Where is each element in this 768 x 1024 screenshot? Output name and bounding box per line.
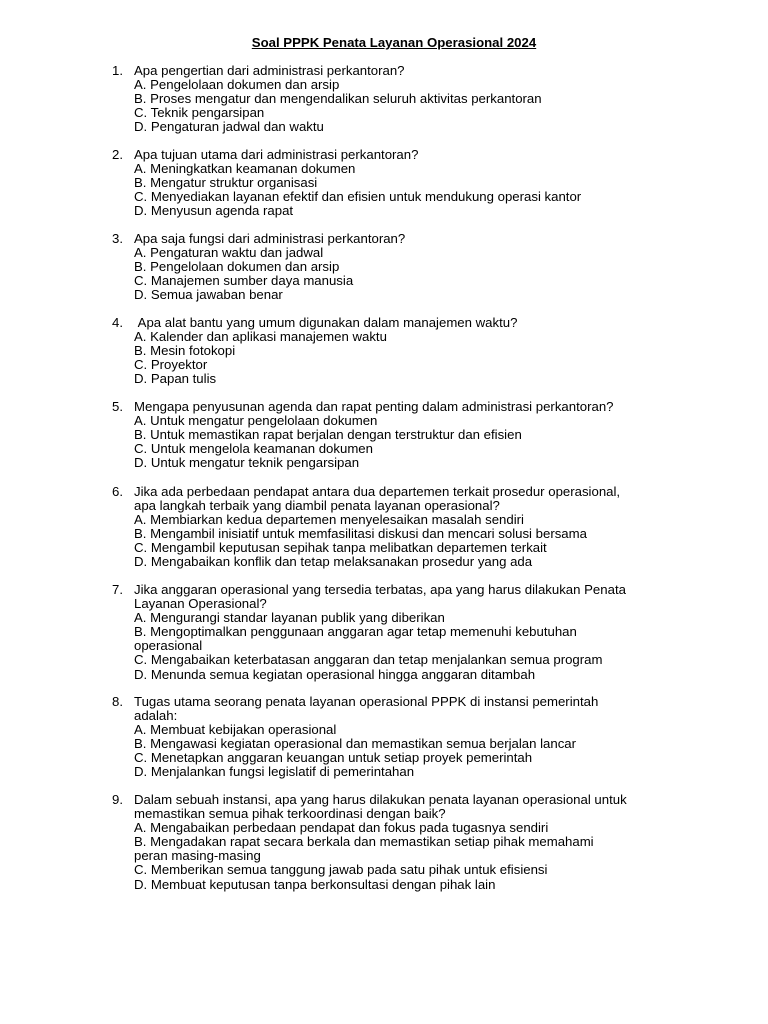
question-stem <box>112 695 702 723</box>
question-text: adalah: <box>134 708 178 724</box>
question-number: 6. <box>112 484 123 499</box>
answer-option: C. Mengambil keputusan sepihak tanpa melibatkan departemen terkait <box>134 540 547 556</box>
question-number: 7. <box>112 582 123 597</box>
answer-option: A. Mengabaikan perbedaan pendapat dan fokus pada tugasnya sendiri <box>134 820 549 836</box>
question-text: apa langkah terbaik yang diambil penata layanan operasional? <box>134 498 500 514</box>
question-text: Jika anggaran operasional yang tersedia terbatas, apa yang harus dilakukan Penata <box>134 582 626 597</box>
question-number: 1. <box>112 63 123 78</box>
answer-option: B. Mengadakan rapat secara berkala dan memastikan setiap pihak memahami <box>134 834 594 850</box>
answer-option: D. Papan tulis <box>134 371 217 387</box>
question-stem <box>112 148 702 162</box>
answer-option: B. Mengambil inisiatif untuk memfasilitasi diskusi dan mencari solusi bersama <box>134 526 587 542</box>
answer-option: B. Proses mengatur dan mengendalikan seluruh aktivitas perkantoran <box>134 91 542 107</box>
answer-option: C. Proyektor <box>134 357 208 373</box>
answer-option: D. Menyusun agenda rapat <box>134 203 294 219</box>
question-item <box>112 148 702 218</box>
question-number: 8. <box>112 694 123 709</box>
answer-option: A. Membiarkan kedua departemen menyelesaikan masalah sendiri <box>134 512 524 528</box>
answer-option: C. Menetapkan anggaran keuangan untuk setiap proyek pemerintah <box>134 750 533 766</box>
question-number: 9. <box>112 792 123 807</box>
answer-option: C. Manajemen sumber daya manusia <box>134 273 354 289</box>
answer-option: D. Pengaturan jadwal dan waktu <box>134 119 324 135</box>
question-stem <box>112 232 702 246</box>
question-item <box>112 232 702 302</box>
question-item <box>112 316 702 386</box>
answer-option: A. Untuk mengatur pengelolaan dokumen <box>134 413 378 429</box>
question-stem <box>112 793 702 821</box>
question-text: Dalam sebuah instansi, apa yang harus dilakukan penata layanan operasional untuk <box>134 792 627 807</box>
answer-option: A. Pengelolaan dokumen dan arsip <box>134 77 340 93</box>
question-text: Tugas utama seorang penata layanan operasional PPPK di instansi pemerintah <box>134 694 599 709</box>
answer-option: A. Kalender dan aplikasi manajemen waktu <box>134 329 387 345</box>
question-number: 3. <box>112 231 123 246</box>
question-item <box>112 64 702 134</box>
answer-option: A. Mengurangi standar layanan publik yang diberikan <box>134 610 445 626</box>
answer-option: D. Menunda semua kegiatan operasional hingga anggaran ditambah <box>134 666 536 682</box>
answer-option: D. Membuat keputusan tanpa berkonsultasi dengan pihak lain <box>134 876 496 892</box>
document-title: Soal PPPK Penata Layanan Operasional 2024 <box>251 35 537 50</box>
answer-option: B. Mesin fotokopi <box>134 343 236 359</box>
answer-option: D. Menjalankan fungsi legislatif di pemerintahan <box>134 764 415 780</box>
question-stem <box>112 64 702 78</box>
question-item <box>112 583 702 682</box>
answer-option: C. Untuk mengelola keamanan dokumen <box>134 441 373 457</box>
answer-option: B. Mengawasi kegiatan operasional dan memastikan semua berjalan lancar <box>134 736 577 752</box>
answer-option: B. Untuk memastikan rapat berjalan dengan terstruktur dan efisien <box>134 427 522 443</box>
question-text: Mengapa penyusunan agenda dan rapat penting dalam administrasi perkantoran? <box>134 399 614 414</box>
answer-option: C. Memberikan semua tanggung jawab pada satu pihak untuk efisiensi <box>134 862 548 878</box>
answer-option: C. Mengabaikan keterbatasan anggaran dan tetap menjalankan semua program <box>134 652 603 668</box>
question-stem <box>112 400 702 414</box>
answer-option: A. Membuat kebijakan operasional <box>134 722 337 738</box>
answer-option: C. Menyediakan layanan efektif dan efisien untuk mendukung operasi kantor <box>134 189 582 205</box>
answer-option: B. Mengoptimalkan penggunaan anggaran agar tetap memenuhi kebutuhan <box>134 624 577 640</box>
answer-option: A. Pengaturan waktu dan jadwal <box>134 245 324 261</box>
question-item <box>112 793 702 892</box>
answer-option: C. Teknik pengarsipan <box>134 105 265 121</box>
question-text: Apa saja fungsi dari administrasi perkantoran? <box>134 231 406 246</box>
question-number: 2. <box>112 147 123 162</box>
answer-option: operasional <box>134 638 203 654</box>
question-text: Jika ada perbedaan pendapat antara dua departemen terkait prosedur operasional, <box>134 484 621 499</box>
question-text: Layanan Operasional? <box>134 596 267 612</box>
question-text: Apa alat bantu yang umum digunakan dalam manajemen waktu? <box>134 315 518 330</box>
answer-option: D. Untuk mengatur teknik pengarsipan <box>134 455 360 471</box>
question-number: 4. <box>112 315 123 330</box>
question-item <box>112 485 702 570</box>
answer-option: B. Mengatur struktur organisasi <box>134 175 318 191</box>
question-text: memastikan semua pihak terkoordinasi dengan baik? <box>134 806 446 822</box>
question-text: Apa pengertian dari administrasi perkantoran? <box>134 63 405 78</box>
answer-option: B. Pengelolaan dokumen dan arsip <box>134 259 340 275</box>
answer-option: A. Meningkatkan keamanan dokumen <box>134 161 356 177</box>
question-number: 5. <box>112 399 123 414</box>
answer-option: D. Mengabaikan konflik dan tetap melaksanakan prosedur yang ada <box>134 554 533 570</box>
question-stem <box>112 583 702 611</box>
answer-option: D. Semua jawaban benar <box>134 287 283 303</box>
question-text: Apa tujuan utama dari administrasi perkantoran? <box>134 147 419 162</box>
question-stem <box>112 316 702 330</box>
answer-option: peran masing-masing <box>134 848 261 864</box>
question-item <box>112 695 702 780</box>
question-stem <box>112 485 702 513</box>
question-item <box>112 400 702 470</box>
